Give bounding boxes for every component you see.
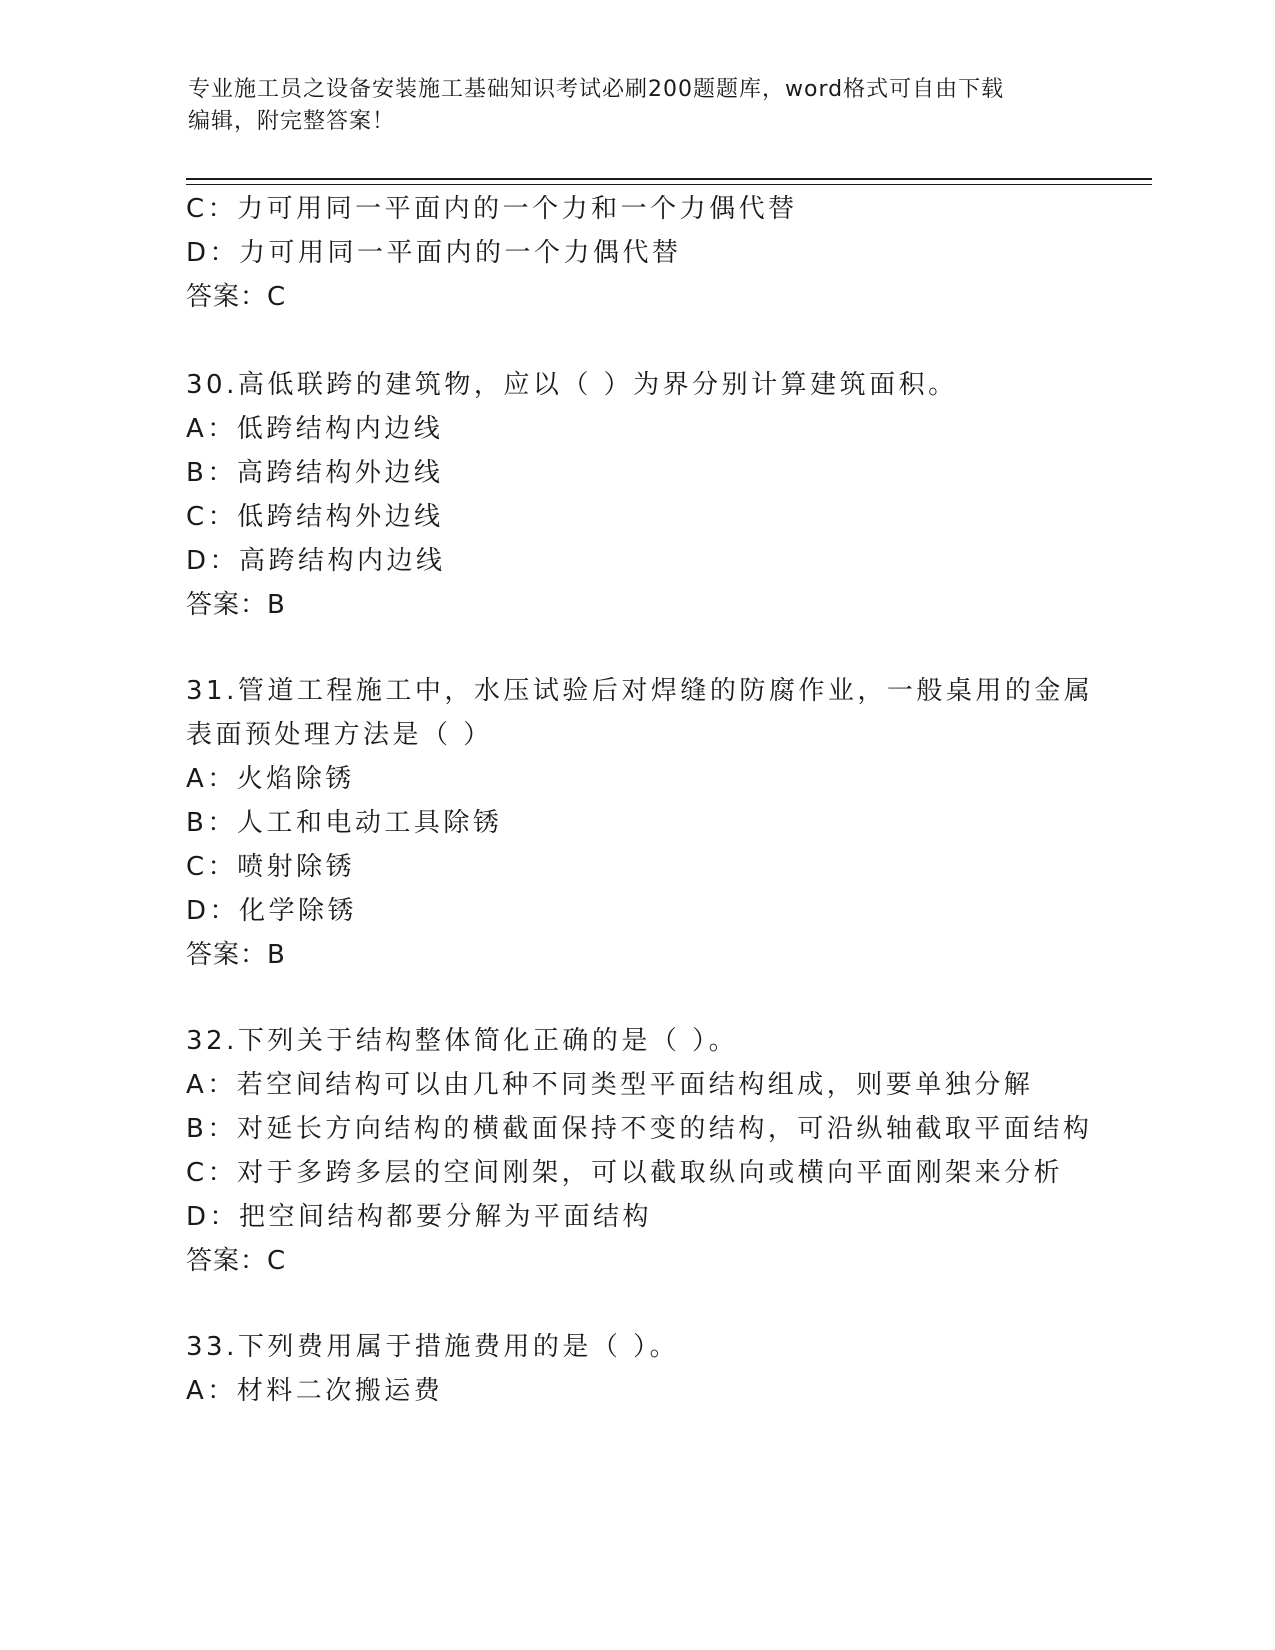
q32-option-d: D：把空间结构都要分解为平面结构: [186, 1202, 653, 1232]
q31-stem-line2: 表面预处理方法是（ ）: [186, 720, 493, 750]
q30-option-c: C：低跨结构外边线: [186, 502, 444, 532]
q29-option-d: D：力可用同一平面内的一个力偶代替: [186, 238, 682, 268]
q30-answer: 答案：B: [186, 590, 286, 620]
header-title-line1: 专业施工员之设备安装施工基础知识考试必刷200题题库，word格式可自由下载: [188, 77, 1005, 102]
q29-answer: 答案：C: [186, 282, 287, 312]
q32-answer: 答案：C: [186, 1246, 287, 1276]
q32-option-a: A：若空间结构可以由几种不同类型平面结构组成，则要单独分解: [186, 1070, 1034, 1100]
q32-stem: 32.下列关于结构整体简化正确的是（ ）。: [186, 1026, 739, 1056]
q32-option-b: B：对延长方向结构的横截面保持不变的结构，可沿纵轴截取平面结构: [186, 1114, 1093, 1144]
q31-option-b: B：人工和电动工具除锈: [186, 808, 503, 838]
q31-option-a: A：火焰除锈: [186, 764, 355, 794]
q29-option-c: C：力可用同一平面内的一个力和一个力偶代替: [186, 194, 798, 224]
header-divider-thin: [186, 184, 1152, 185]
q30-option-b: B：高跨结构外边线: [186, 458, 444, 488]
q31-option-d: D：化学除锈: [186, 896, 358, 926]
q31-stem-line1: 31.管道工程施工中，水压试验后对焊缝的防腐作业，一般桌用的金属: [186, 676, 1094, 706]
q33-stem: 33.下列费用属于措施费用的是（ ）。: [186, 1332, 680, 1362]
q31-answer: 答案：B: [186, 940, 286, 970]
q32-option-c: C：对于多跨多层的空间刚架，可以截取纵向或横向平面刚架来分析: [186, 1158, 1064, 1188]
q30-stem: 30.高低联跨的建筑物，应以（ ）为界分别计算建筑面积。: [186, 370, 958, 400]
q33-option-a: A：材料二次搬运费: [186, 1376, 444, 1406]
header-divider-thick: [186, 178, 1152, 180]
header-title-line2: 编辑，附完整答案！: [188, 109, 396, 134]
document-header: [188, 74, 1068, 138]
q31-option-c: C：喷射除锈: [186, 852, 356, 882]
q30-option-a: A：低跨结构内边线: [186, 414, 444, 444]
q30-option-d: D：高跨结构内边线: [186, 546, 446, 576]
